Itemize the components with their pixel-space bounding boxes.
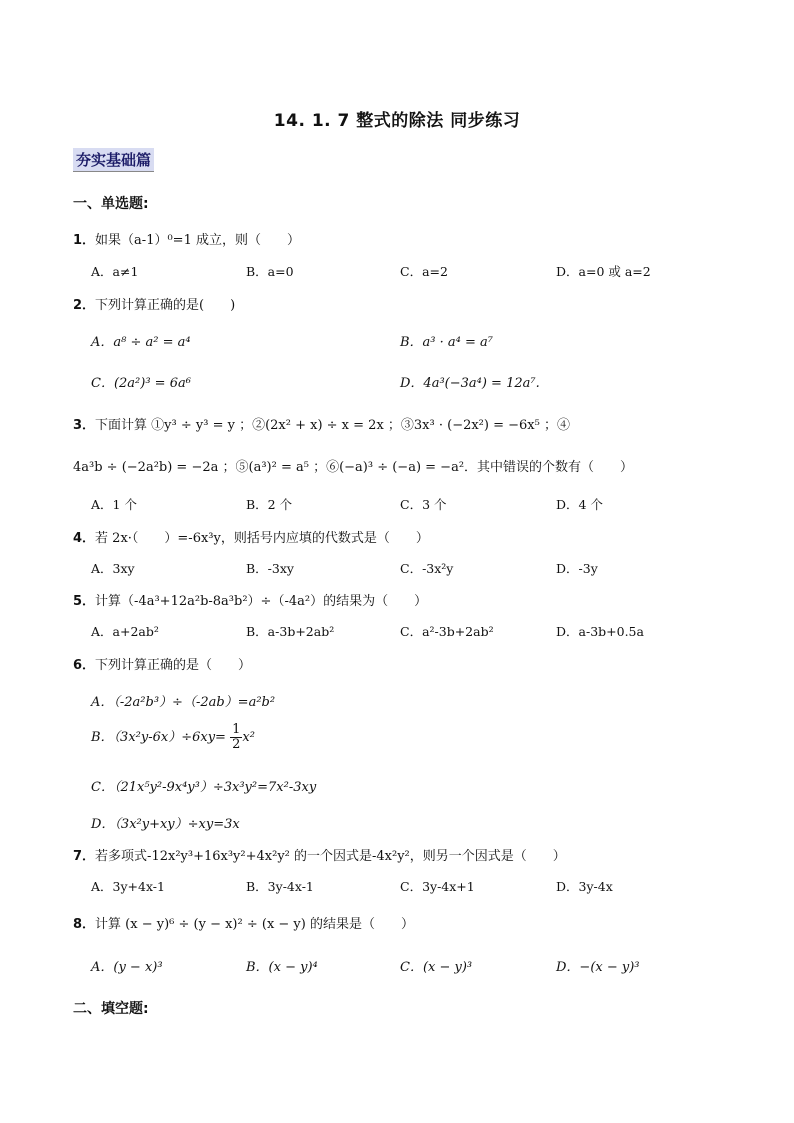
question-6: 6．下列计算正确的是（ ）: [73, 658, 252, 673]
q6-option-b[interactable]: B．（3x²y-6x）÷6xy= $\frac{1}{2}$ x²: [91, 722, 255, 752]
question-1: 1．如果（a-1）⁰=1 成立，则（ ）: [73, 233, 300, 248]
q3-option-c[interactable]: C．3 个: [400, 497, 447, 512]
question-7: 7．若多项式-12x²y³+16x³y²+4x²y² 的一个因式是-4x²y²，则另一个因式是（ ）: [73, 849, 566, 864]
q3-option-d[interactable]: D．4 个: [556, 497, 603, 512]
question-3-line1: 3．下面计算 ①y³ ÷ y³ = y ；②(2x² + x) ÷ x = 2x ；③3x³ · (−2x²) = −6x⁵ ；④: [73, 418, 570, 433]
q2-option-d[interactable]: D．4a³(−3a⁴) = 12a⁷.: [400, 376, 540, 391]
q1-option-a[interactable]: A．a≠1: [91, 264, 139, 279]
q8-option-d[interactable]: D．−(x − y)³: [556, 960, 640, 975]
q5-option-b[interactable]: B．a-3b+2ab²: [246, 624, 335, 639]
q4-option-d[interactable]: D．-3y: [556, 561, 598, 576]
q6-option-d[interactable]: D．（3x²y+xy）÷xy=3x: [91, 817, 240, 832]
q6-option-c[interactable]: C．（21x⁵y²-9x⁴y³）÷3x³y²=7x²-3xy: [91, 780, 317, 795]
q5-option-c[interactable]: C．a²-3b+2ab²: [400, 624, 494, 639]
question-3-line2: 4a³b ÷ (−2a²b) = −2a ；⑤(a³)² = a⁵ ；⑥(−a)³ ÷ (−a) = −a²．其中错误的个数有（ ）: [73, 460, 634, 475]
q1-option-c[interactable]: C．a=2: [400, 264, 448, 279]
q2-option-b[interactable]: B．a³ · a⁴ = a⁷: [400, 335, 493, 350]
q8-option-a[interactable]: A．(y − x)³: [91, 960, 163, 975]
q5-option-a[interactable]: A．a+2ab²: [91, 624, 159, 639]
section-heading-fill-in: 二、填空题:: [73, 1001, 149, 1017]
q6-option-a[interactable]: A．（-2a²b³）÷（-2ab）=a²b²: [91, 695, 276, 710]
q7-option-a[interactable]: A．3y+4x-1: [91, 879, 165, 894]
q8-option-b[interactable]: B．(x − y)⁴: [246, 960, 318, 975]
question-8: 8．计算 (x − y)⁶ ÷ (y − x)² ÷ (x − y) 的结果是（ ）: [73, 917, 414, 932]
question-5: 5．计算（-4a³+12a²b-8a³b²）÷（-4a²）的结果为（ ）: [73, 594, 428, 609]
question-2: 2．下列计算正确的是( ): [73, 298, 236, 313]
section-tag: 夯实基础篇: [73, 148, 154, 172]
q5-option-d[interactable]: D．a-3b+0.5a: [556, 624, 644, 639]
q4-option-a[interactable]: A．3xy: [91, 561, 135, 576]
q1-option-b[interactable]: B．a=0: [246, 264, 294, 279]
question-4: 4．若 2x·（ ）=-6x³y，则括号内应填的代数式是（ ）: [73, 531, 429, 546]
q2-option-a[interactable]: A．a⁸ ÷ a² = a⁴: [91, 335, 191, 350]
section-heading-single-choice: 一、单选题:: [73, 196, 149, 212]
q4-option-b[interactable]: B．-3xy: [246, 561, 294, 576]
q3-option-b[interactable]: B．2 个: [246, 497, 293, 512]
q4-option-c[interactable]: C．-3x²y: [400, 561, 454, 576]
fraction-one-half: $\frac{1}{2}$: [232, 722, 241, 752]
q7-option-b[interactable]: B．3y-4x-1: [246, 879, 314, 894]
q2-option-c[interactable]: C．(2a²)³ = 6a⁶: [91, 376, 191, 391]
q3-option-a[interactable]: A．1 个: [91, 497, 137, 512]
page-title: 14. 1. 7 整式的除法 同步练习: [273, 111, 521, 131]
q1-option-d[interactable]: D．a=0 或 a=2: [556, 264, 651, 279]
q7-option-d[interactable]: D．3y-4x: [556, 879, 613, 894]
q8-option-c[interactable]: C．(x − y)³: [400, 960, 473, 975]
q7-option-c[interactable]: C．3y-4x+1: [400, 879, 475, 894]
